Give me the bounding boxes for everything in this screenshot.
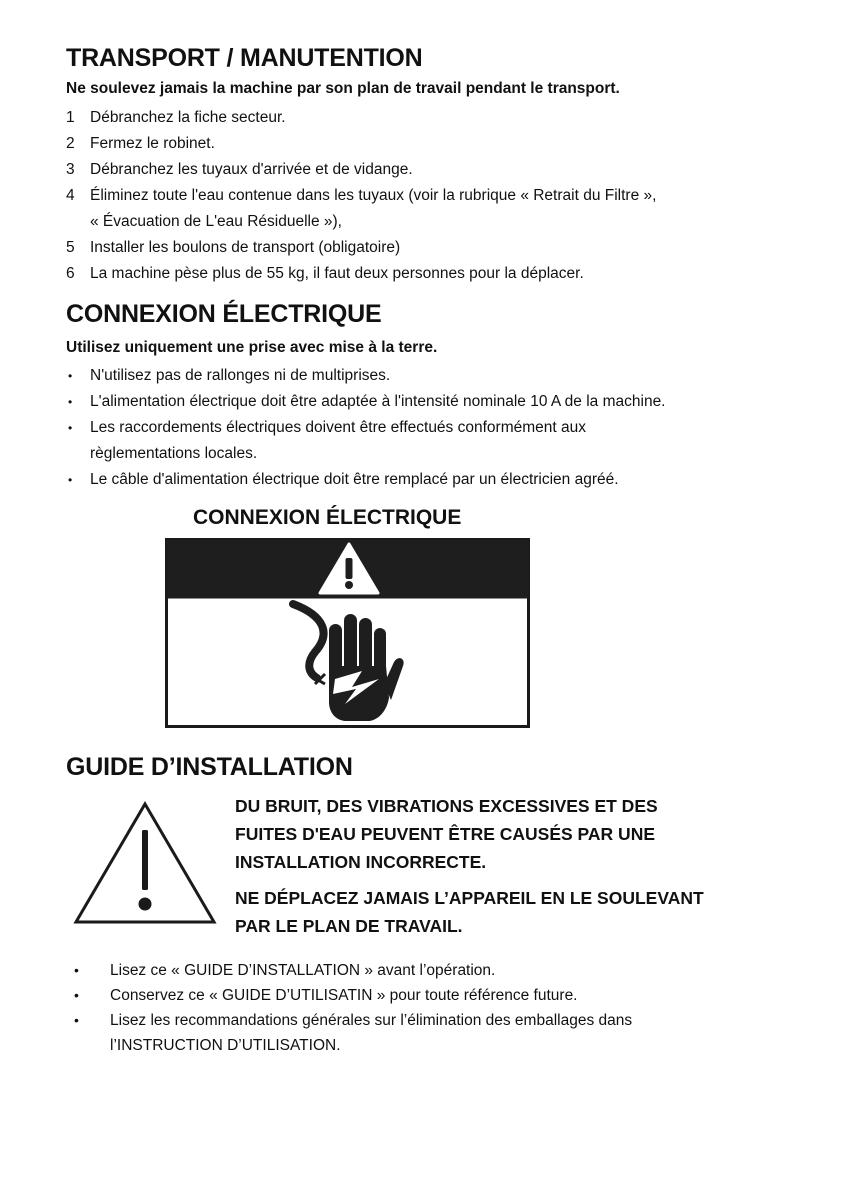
step-text: Installer les boulons de transport (obligatoire) (90, 239, 401, 256)
list-item (74, 983, 632, 1008)
step-number: 2 (66, 135, 75, 152)
install-bullets (74, 958, 633, 1058)
step-number: 5 (66, 239, 75, 256)
list-item (66, 235, 656, 261)
step-text: Débranchez la fiche secteur. (90, 109, 286, 126)
sign-title: CONNEXION ÉLECTRIQUE (193, 506, 462, 529)
bullet-text: Le câble d'alimentation électrique doit être remplacé par un électricien agréé. (90, 471, 619, 488)
bullet: • (74, 987, 79, 1003)
transport-steps (66, 105, 657, 287)
bullet: • (74, 1012, 79, 1028)
bullet-text: Conservez ce « GUIDE D’UTILISATIN » pour toute référence future. (110, 987, 578, 1004)
bullet: • (68, 395, 73, 409)
step-number: 6 (66, 265, 75, 282)
transport-lead: Ne soulevez jamais la machine par son plan de travail pendant le transport. (66, 80, 620, 97)
bullet-text: Lisez ce « GUIDE D’INSTALLATION » avant l’opération. (110, 962, 496, 979)
step-number: 4 (66, 187, 75, 204)
bullet-text-line: Lisez les recommandations générales sur l’élimination des emballages dans (110, 1012, 633, 1029)
electrical-bullets (68, 363, 666, 493)
warning-line: PAR LE PLAN DE TRAVAIL. (235, 916, 463, 936)
electrical-warning-sign (165, 538, 530, 728)
warning-line: NE DÉPLACEZ JAMAIS L’APPAREIL EN LE SOULEVANT (235, 888, 704, 908)
bullet-text-line: Les raccordements électriques doivent être effectués conformément aux (90, 419, 586, 436)
install-warning-1 (235, 792, 658, 876)
step-text-line: Éliminez toute l'eau contenue dans les tuyaux (voir la rubrique « Retrait du Filtre », (90, 187, 657, 204)
step-text: Fermez le robinet. (90, 135, 215, 152)
step-text-line: « Évacuation de L'eau Résiduelle »), (90, 213, 342, 230)
list-item (66, 157, 656, 183)
list-item (68, 363, 666, 389)
list-item (66, 261, 656, 287)
list-item (68, 467, 666, 493)
bullet: • (74, 962, 79, 978)
bullet: • (68, 473, 73, 487)
bullet-text: L'alimentation électrique doit être adaptée à l'intensité nominale 10 A de la machine. (90, 393, 666, 410)
install-warning-2 (235, 884, 704, 940)
list-item (68, 389, 666, 415)
list-item (68, 415, 666, 467)
list-item (66, 131, 656, 157)
bullet-text-line: règlementations locales. (90, 445, 258, 462)
caution-triangle-icon (72, 800, 218, 926)
step-text: La machine pèse plus de 55 kg, il faut deux personnes pour la déplacer. (90, 265, 584, 282)
list-item (66, 105, 656, 131)
bullet: • (68, 369, 73, 383)
warning-line: DU BRUIT, DES VIBRATIONS EXCESSIVES ET DES (235, 796, 658, 816)
step-number: 1 (66, 109, 75, 126)
warning-line: FUITES D'EAU PEUVENT ÊTRE CAUSÉS PAR UNE (235, 824, 655, 844)
bullet-text-line: l’INSTRUCTION D’UTILISATION. (110, 1037, 341, 1054)
bullet: • (68, 421, 73, 435)
transport-title: TRANSPORT / MANUTENTION (66, 44, 423, 72)
bullet-text: N'utilisez pas de rallonges ni de multiprises. (90, 367, 391, 384)
list-item (74, 958, 632, 983)
electrical-lead: Utilisez uniquement une prise avec mise à la terre. (66, 339, 438, 356)
warning-line: INSTALLATION INCORRECTE. (235, 852, 487, 872)
electrical-title: CONNEXION ÉLECTRIQUE (66, 300, 382, 328)
list-item (66, 183, 657, 235)
step-number: 3 (66, 161, 75, 178)
step-text: Débranchez les tuyaux d'arrivée et de vidange. (90, 161, 413, 178)
install-title: GUIDE D’INSTALLATION (66, 753, 353, 781)
list-item (74, 1008, 633, 1058)
